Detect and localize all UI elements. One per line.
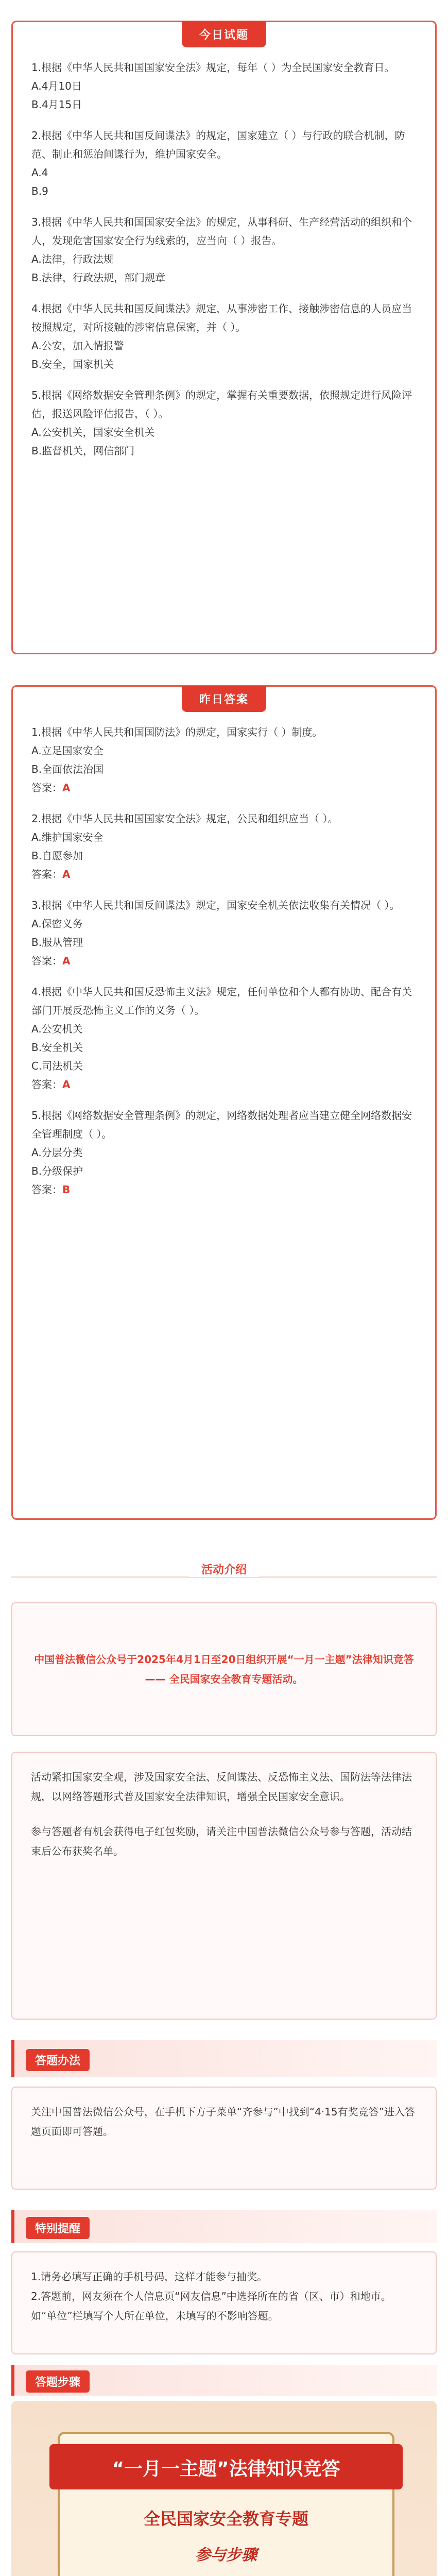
tip-item: 2.答题前，网友须在个人信息页“网友信息”中选择所在的省（区、市）和地市。如“单位”栏填写个人所在单位，未填写的不影响答题。 xyxy=(31,2290,391,2322)
intro-lead: 中国普法微信公众号于2025年4月1日至20日组织开展“一月一主题”法律知识竞答 —— 全民国家安全教育专题活动。 xyxy=(34,1653,414,1685)
question-text: 3.根据《中华人民共和国反间谍法》规定，国家安全机关依法收集有关情况（ ）。 xyxy=(31,899,400,911)
answer-line xyxy=(31,952,417,970)
answer-value: A xyxy=(62,1078,71,1091)
intro-heading: 活动介绍 xyxy=(189,1561,259,1577)
answer-line xyxy=(31,865,417,884)
answer-value: B xyxy=(62,1183,71,1196)
yesterday-question-3 xyxy=(31,896,417,982)
how-card xyxy=(11,2087,437,2190)
answer-value: A xyxy=(62,782,71,794)
intro-lead-card xyxy=(11,1602,437,1736)
yesterday-question-1 xyxy=(31,723,417,809)
tip-item: 1.请务必填写正确的手机号码，这样才能参与抽奖。 xyxy=(31,2270,268,2283)
option: B.安全机关 xyxy=(31,1041,83,1054)
option: C.司法机关 xyxy=(31,1060,83,1072)
option: B.分级保护 xyxy=(31,1165,83,1177)
option: B.服从管理 xyxy=(31,936,83,948)
steps-poster xyxy=(11,2401,437,2576)
intro-body-card xyxy=(11,1752,437,2020)
steps-section-bar xyxy=(11,2365,437,2396)
today-question-1 xyxy=(31,58,417,126)
tips-card xyxy=(11,2251,437,2354)
option: B.全面依法治国 xyxy=(31,763,104,775)
option[interactable]: B.监督机关，网信部门 xyxy=(31,445,135,457)
poster-steps-heading: 参与步骤 xyxy=(195,2546,257,2564)
option: A.保密义务 xyxy=(31,918,83,930)
question-text: 1.根据《中华人民共和国国防法》的规定，国家实行（ ）制度。 xyxy=(31,726,323,738)
intro-heading-wrap xyxy=(0,1561,448,1577)
today-question-4 xyxy=(31,299,417,386)
option: A.公安机关 xyxy=(31,1023,83,1035)
today-question-5 xyxy=(31,386,417,460)
answer-label: 答案： xyxy=(31,1183,62,1196)
option: A.分层分类 xyxy=(31,1146,83,1159)
option[interactable]: A.4 xyxy=(31,166,48,179)
how-title: 答题办法 xyxy=(26,2049,90,2071)
poster-title: “一月一主题”法律知识竞答 xyxy=(112,2459,340,2480)
answer-label: 答案： xyxy=(31,955,62,967)
tips-section-bar xyxy=(11,2210,437,2243)
answer-label: 答案： xyxy=(31,782,62,794)
answer-value: A xyxy=(62,868,71,880)
how-body: 关注中国普法微信公众号，在手机下方子菜单“齐参与”中找到“4·15有奖竞答”进入答题页面即可答题。 xyxy=(31,2106,415,2138)
option[interactable]: A.公安，加入情报警 xyxy=(31,340,124,352)
tips-title: 特别提醒 xyxy=(26,2217,90,2239)
question-text: 5.根据《网络数据安全管理条例》的规定，网络数据处理者应当建立健全网络数据安全管理制度（ ）。 xyxy=(31,1109,412,1140)
option[interactable]: A.公安机关，国家安全机关 xyxy=(31,426,155,438)
answer-line xyxy=(31,1180,417,1199)
question-text: 1.根据《中华人民共和国国家安全法》规定，每年（ ）为全民国家安全教育日。 xyxy=(31,61,395,74)
yesterday-question-5 xyxy=(31,1106,417,1199)
poster-subtitle: 全民国家安全教育专题 xyxy=(143,2509,308,2529)
option: A.维护国家安全 xyxy=(31,831,104,843)
question-text: 2.根据《中华人民共和国国家安全法》规定，公民和组织应当（ ）。 xyxy=(31,812,338,825)
today-quiz-badge: 今日试题 xyxy=(182,21,266,47)
option[interactable]: B.法律，行政法规，部门规章 xyxy=(31,272,166,284)
answer-label: 答案： xyxy=(31,868,62,880)
today-question-2 xyxy=(31,126,417,213)
option[interactable]: B.安全，国家机关 xyxy=(31,358,114,370)
answer-line xyxy=(31,778,417,797)
question-text: 2.根据《中华人民共和国反间谍法》的规定，国家建立（ ）与行政的联合机制，防范、制止和惩治间谍行为，维护国家安全。 xyxy=(31,129,405,160)
intro-body: 活动紧扣国家安全观，涉及国家安全法、反间谍法、反恐怖主义法、国防法等法律法规，以网络答题形式普及国家安全法律知识，增强全民国家安全意识。 xyxy=(31,1771,412,1803)
answer-line xyxy=(31,1075,417,1094)
yesterday-answer-badge: 昨日答案 xyxy=(182,686,266,712)
option: A.立足国家安全 xyxy=(31,744,104,757)
option: B.自愿参加 xyxy=(31,850,83,862)
today-question-3 xyxy=(31,213,417,299)
question-text: 4.根据《中华人民共和国反恐怖主义法》规定，任何单位和个人都有协助、配合有关部门开展反恐怖主义工作的义务（ ）。 xyxy=(31,986,412,1016)
question-text: 3.根据《中华人民共和国国家安全法》的规定，从事科研、生产经营活动的组织和个人，发现危害国家安全行为线索的，应当向（ ）报告。 xyxy=(31,216,412,247)
yesterday-answer-card xyxy=(11,685,437,1520)
answer-label: 答案： xyxy=(31,1078,62,1091)
intro-prize: 参与答题者有机会获得电子红包奖励，请关注中国普法微信公众号参与答题，活动结束后公布获奖名单。 xyxy=(31,1825,412,1857)
yesterday-question-4 xyxy=(31,982,417,1106)
option[interactable]: B.9 xyxy=(31,185,48,197)
yesterday-question-2 xyxy=(31,809,417,896)
steps-title: 答题步骤 xyxy=(26,2370,90,2393)
option[interactable]: B.4月15日 xyxy=(31,98,82,111)
question-text: 4.根据《中华人民共和国反间谍法》规定，从事涉密工作、接触涉密信息的人员应当按照规定，对所接触的涉密信息保密，并（ ）。 xyxy=(31,302,412,333)
option[interactable]: A.法律，行政法规 xyxy=(31,253,114,265)
question-text: 5.根据《网络数据安全管理条例》的规定，掌握有关重要数据，依照规定进行风险评估，报送风险评估报告，（ ）。 xyxy=(31,389,412,420)
answer-value: A xyxy=(62,955,71,967)
today-quiz-card xyxy=(11,21,437,654)
how-section-bar xyxy=(11,2040,437,2077)
option[interactable]: A.4月10日 xyxy=(31,80,82,92)
poster-scroll xyxy=(58,2432,394,2576)
